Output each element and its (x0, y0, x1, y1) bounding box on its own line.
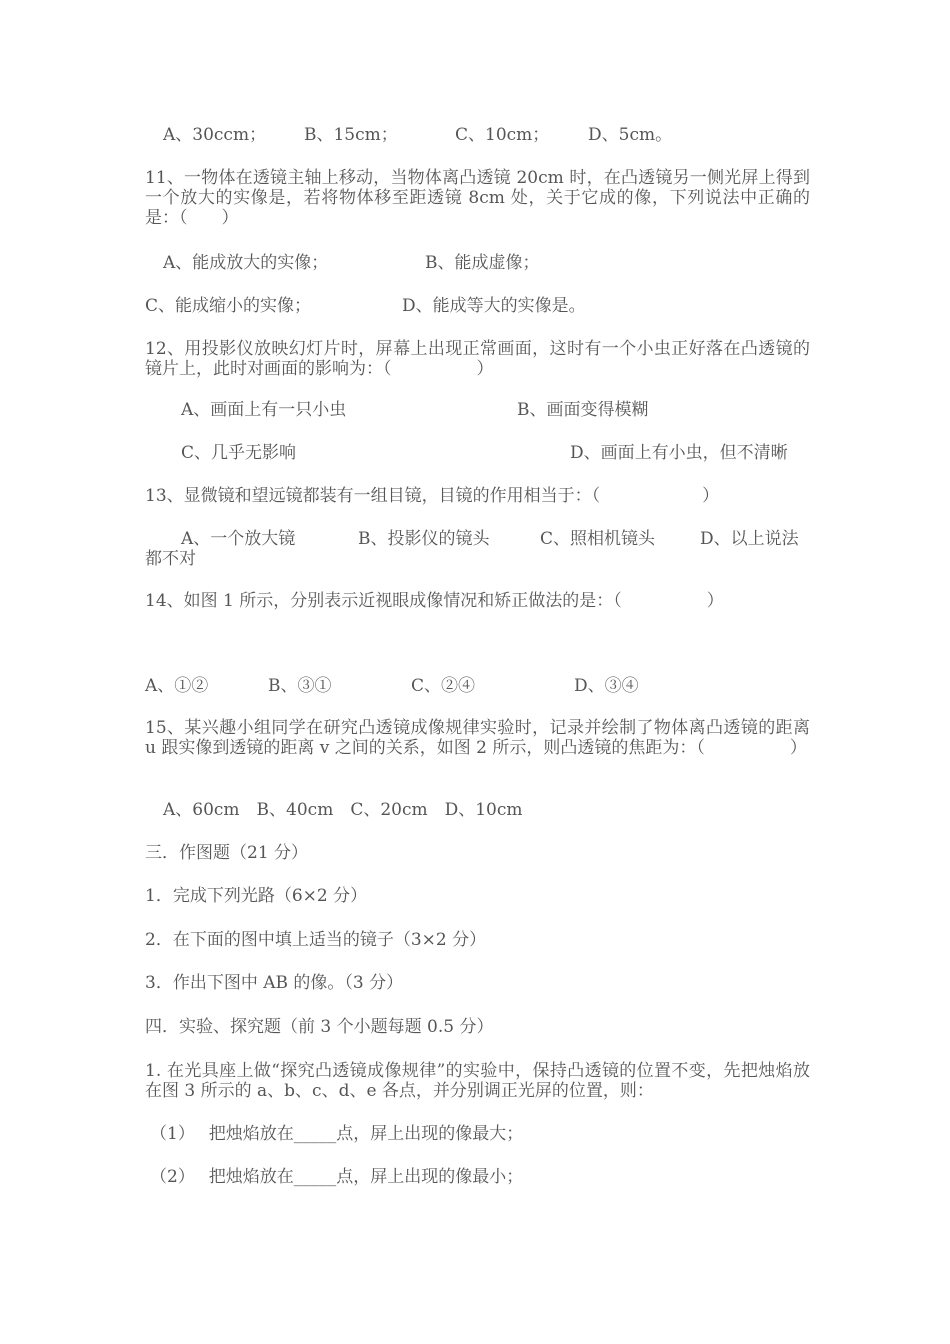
q10-option-b: B、15cm； (304, 125, 398, 145)
q10-option-a: A、30ccm； (163, 125, 267, 145)
q14-option-c: C、②④ (411, 676, 476, 696)
section3-item-1: 1．完成下列光路（6×2 分） (145, 886, 368, 906)
q14-option-d: D、③④ (574, 676, 639, 696)
q12-option-d: D、画面上有小虫，但不清晰 (570, 443, 788, 463)
q11-option-c: C、能成缩小的实像； (145, 296, 312, 316)
q11-option-d: D、能成等大的实像是。 (402, 296, 586, 316)
q11-option-b: B、能成虚像； (425, 253, 540, 273)
section4-sub-2: （2） 把烛焰放在_____点，屏上出现的像最小； (150, 1167, 524, 1187)
q13-option-b: B、投影仪的镜头 (358, 529, 490, 549)
q13-option-d: D、以上说法 (700, 529, 799, 549)
section4-sub-1: （1） 把烛焰放在_____点，屏上出现的像最大； (150, 1124, 524, 1144)
q13-option-a: A、一个放大镜 (181, 529, 296, 549)
q10-option-c: C、10cm； (455, 125, 550, 145)
q14-option-b: B、③① (268, 676, 332, 696)
section3-title: 三．作图题（21 分） (145, 843, 309, 863)
section4-q1-text: 1. 在光具座上做“探究凸透镜成像规律”的实验中，保持凸透镜的位置不变，先把烛焰放在图 3 所示的 a、b、c、d、e 各点，并分别调正光屏的位置，则： (145, 1061, 810, 1101)
q13-option-c: C、照相机镜头 (540, 529, 656, 549)
q11-option-a: A、能成放大的实像； (163, 253, 329, 273)
q12-question: 12、用投影仪放映幻灯片时，屏幕上出现正常画面，这时有一个小虫正好落在凸透镜的镜片上，此时对画面的影响为：（ ） (145, 339, 810, 379)
q15-question: 15、某兴趣小组同学在研究凸透镜成像规律实验时，记录并绘制了物体离凸透镜的距离 u 跟实像到透镜的距离 v 之间的关系，如图 2 所示，则凸透镜的焦距为：（ ） (145, 718, 810, 758)
q12-option-a: A、画面上有一只小虫 (181, 400, 347, 420)
q14-question: 14、如图 1 所示，分别表示近视眼成像情况和矫正做法的是：（ ） (145, 591, 724, 611)
q11-question: 11、一物体在透镜主轴上移动，当物体离凸透镜 20cm 时，在凸透镜另一侧光屏上得到一个放大的实像是，若将物体移至距透镜 8cm 处，关于它成的像，下列说法中正确的是：（ ） (145, 168, 810, 228)
section3-item-3: 3．作出下图中 AB 的像。（3 分） (145, 973, 404, 993)
q15-options: A、60cm B、40cm C、20cm D、10cm (163, 800, 523, 820)
section3-item-2: 2．在下面的图中填上适当的镜子（3×2 分） (145, 930, 487, 950)
q12-option-b: B、画面变得模糊 (517, 400, 649, 420)
q12-option-c: C、几乎无影响 (181, 443, 297, 463)
q10-option-d: D、5cm。 (588, 125, 673, 145)
section4-title: 四．实验、探究题（前 3 个小题每题 0.5 分） (145, 1017, 494, 1037)
q13-option-d-continued: 都不对 (145, 549, 196, 569)
q14-option-a: A、①② (145, 676, 209, 696)
q13-question: 13、显微镜和望远镜都装有一组目镜，目镜的作用相当于：（ ） (145, 486, 720, 506)
